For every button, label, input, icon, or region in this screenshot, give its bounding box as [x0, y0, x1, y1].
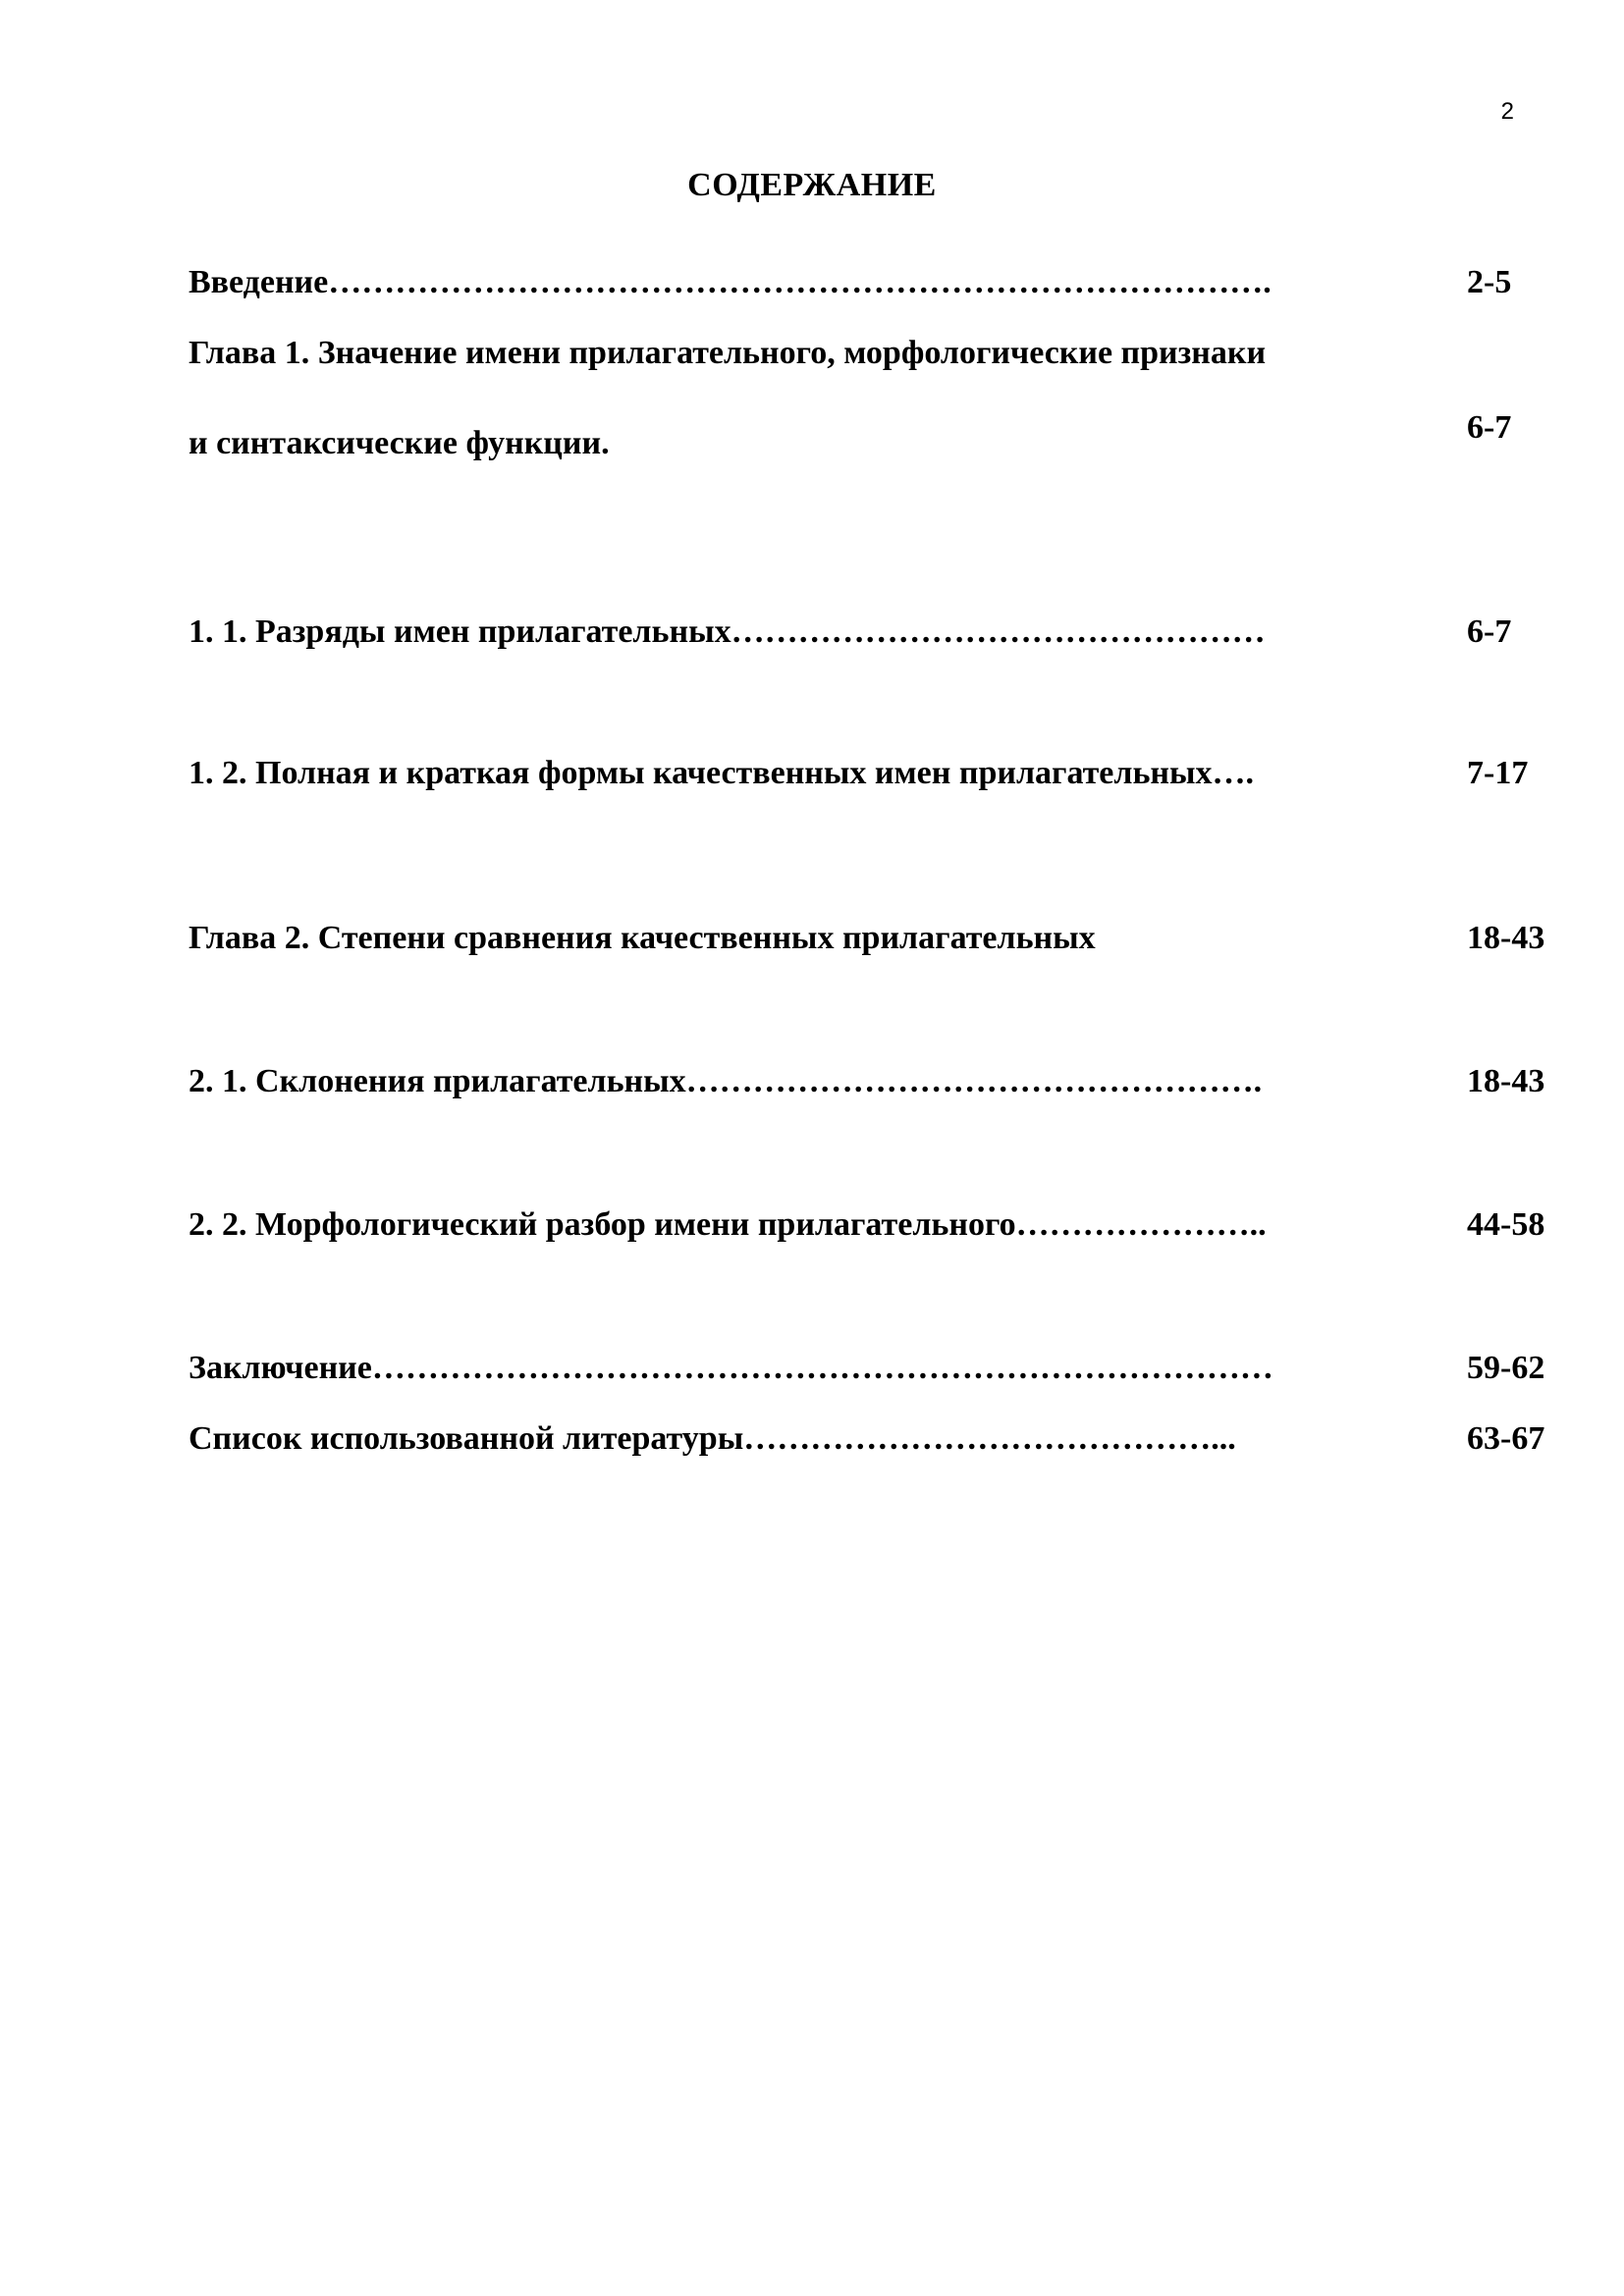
toc-entry-page: 63-67	[1467, 1420, 1545, 1457]
toc-entry-text: Список использованной литературы……………………………………...	[189, 1420, 1236, 1457]
toc-entry-page: 7-17	[1467, 755, 1529, 791]
toc-entry-page: 2-5	[1467, 264, 1512, 300]
toc-entry-chapter-1-line2: и синтаксические функции.	[189, 425, 610, 461]
toc-title: СОДЕРЖАНИЕ	[687, 167, 937, 203]
toc-entry-text: 1. 1. Разряды имен прилагательных…………………………………………	[189, 614, 1266, 650]
toc-entry-text: Глава 2. Степени сравнения качественных прилагательных	[189, 920, 1096, 956]
toc-entry-text: 1. 2. Полная и краткая формы качественных имен прилагательных….	[189, 755, 1255, 791]
toc-entry-page: 6-7	[1467, 409, 1512, 446]
page-number: 2	[1500, 98, 1514, 125]
toc-entry-page: 59-62	[1467, 1350, 1545, 1386]
toc-entry-page: 44-58	[1467, 1206, 1545, 1243]
toc-entry-text: 2. 1. Склонения прилагательных…………………………………………….	[189, 1063, 1263, 1099]
toc-entry-text: 2. 2. Морфологический разбор имени прилагательного…………………..	[189, 1206, 1267, 1243]
toc-entry-page: 18-43	[1467, 920, 1545, 956]
toc-entry-page: 6-7	[1467, 614, 1512, 650]
toc-entry-page: 18-43	[1467, 1063, 1545, 1099]
toc-entry-text: Заключение………………………………………………………………………	[189, 1350, 1273, 1386]
toc-entry-text: Глава 1. Значение имени прилагательного, морфологические признаки	[189, 335, 1267, 371]
toc-entry-text: Введение………………………………………………………………………….	[189, 264, 1272, 300]
